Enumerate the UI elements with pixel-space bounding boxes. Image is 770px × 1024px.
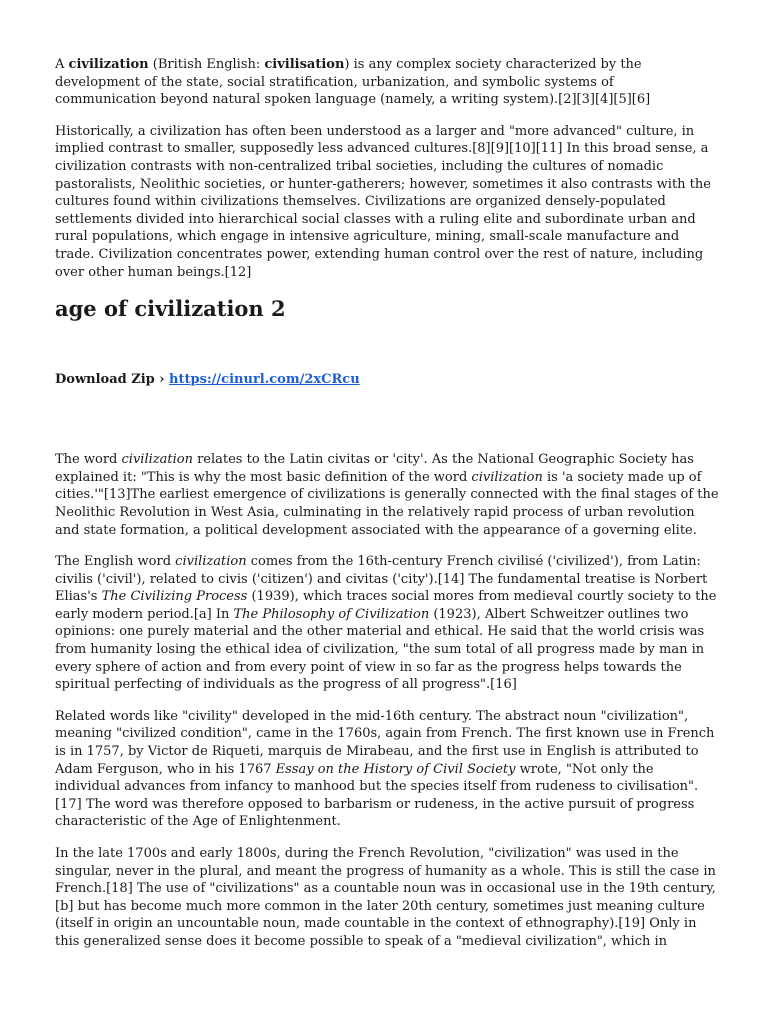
body-paragraph-3 xyxy=(55,708,719,831)
body-paragraph-4: In the late 1700s and early 1800s, during the French Revolution, "civilization" was used in the singular, never in the plural, and meant the progress of humanity as a whole. This is still the case in French.[18] The use of "civilizations" as a countable noun was in occasional use in the 19th century,[b] but has become much more common in the later 20th century, sometimes just meaning culture (itself in origin an uncountable noun, made countable in the context of ethnography).[19] Only in this generalized sense does it become possible to speak of a "medieval civilization", which in xyxy=(55,846,716,949)
text-run: Related words like "civility" developed in the mid-16th century. The abstract noun "civilization", meaning "civilized condition", came in the 1760s, again from French. The first known use in French is in 1757, by Victor de Riqueti, marquis de Mirabeau, and the first use in English is attributed to Adam Ferguson, who in his 1767 xyxy=(55,708,715,777)
intro-paragraph-2: Historically, a civilization has often been understood as a larger and "more advanced" culture, in implied contrast to smaller, supposedly less advanced cultures.[8][9][10][11] In this broad sense, a civilization contrasts with non-centralized tribal societies, including the cultures of nomadic pastoralists, Neolithic societies, or hunter-gatherers; however, sometimes it also contrasts with the cultures found within civilizations themselves. Civilizations are organized densely-populated settlements divided into hierarchical social classes with a ruling elite and subordinate urban and rural populations, which engage in intensive agriculture, mining, small-scale manufacture and trade. Civilization concentrates power, extending human control over the rest of nature, including over other human beings.[12] xyxy=(55,123,711,280)
download-link[interactable]: https://cinurl.com/2xCRcu xyxy=(169,372,360,388)
page-heading: age of civilization 2 xyxy=(55,296,286,322)
text-run: comes from the 16th-century French civilisé ('civilized'), from Latin: civilis ('civil'), related to civis ('citizen') and civitas ('city').[14] The fundamental treatise is Norbert Elias's xyxy=(55,554,708,605)
text-run: wrote, "Not only the individual advances from infancy to manhood but the species itself from rudeness to civilisation".[17] The word was therefore opposed to barbarism or rudeness, in the active pursuit of progress characteristic of the Age of Enlightenment. xyxy=(55,761,699,830)
text-run: A xyxy=(55,57,69,72)
text-run: (1939), which traces social mores from medieval courtly society to the early modern period.[a] In xyxy=(55,589,717,622)
bold-term-civilization: civilization xyxy=(68,57,149,72)
text-run: (1923), Albert Schweitzer outlines two opinions: one purely material and the other material and ethical. He said that the world crisis was from humanity losing the ethical idea of civilization, "the sum total of all progress made by man in every sphere of action and from every point of view in so far as the progress helps towards the spiritual perfecting of individuals as the progress of all progress".[16] xyxy=(55,606,705,693)
text-run: The word xyxy=(55,452,122,468)
text-run: The English word xyxy=(55,554,176,570)
body-paragraph-1 xyxy=(55,451,719,539)
italic-term: civilization xyxy=(121,452,193,468)
italic-book-title: The Philosophy of Civilization xyxy=(233,606,430,622)
bold-term-civilisation: civilisation xyxy=(264,57,345,72)
text-run: relates to the Latin civitas or 'city'. As the National Geographic Society has explained it: "This is why the most basic definition of the word xyxy=(55,452,694,485)
text-run: is 'a society made up of cities.'"[13]The earliest emergence of civilizations is generally connected with the final stages of the Neolithic Revolution in West Asia, culminating in the relatively rapid process of urban revolution and state formation, a political development associated with the appearance of a governing elite. xyxy=(55,469,719,538)
italic-book-title: Essay on the History of Civil Society xyxy=(275,761,516,777)
spacer xyxy=(55,389,720,451)
intro-paragraph-1 xyxy=(55,56,719,109)
text-run: ) is any complex society characterized by the development of the state, social stratification, urbanization, and symbolic systems of communication beyond natural spoken language (namely, a writing system).[2][3][4][5][6] xyxy=(55,57,651,108)
italic-book-title: The Civilizing Process xyxy=(101,589,248,605)
download-label: Download Zip › xyxy=(55,372,170,388)
body-paragraph-2 xyxy=(55,553,719,694)
italic-term: civilization xyxy=(175,554,247,570)
download-line xyxy=(55,371,720,389)
italic-term: civilization xyxy=(471,469,543,485)
text-run: (British English: xyxy=(148,57,265,72)
